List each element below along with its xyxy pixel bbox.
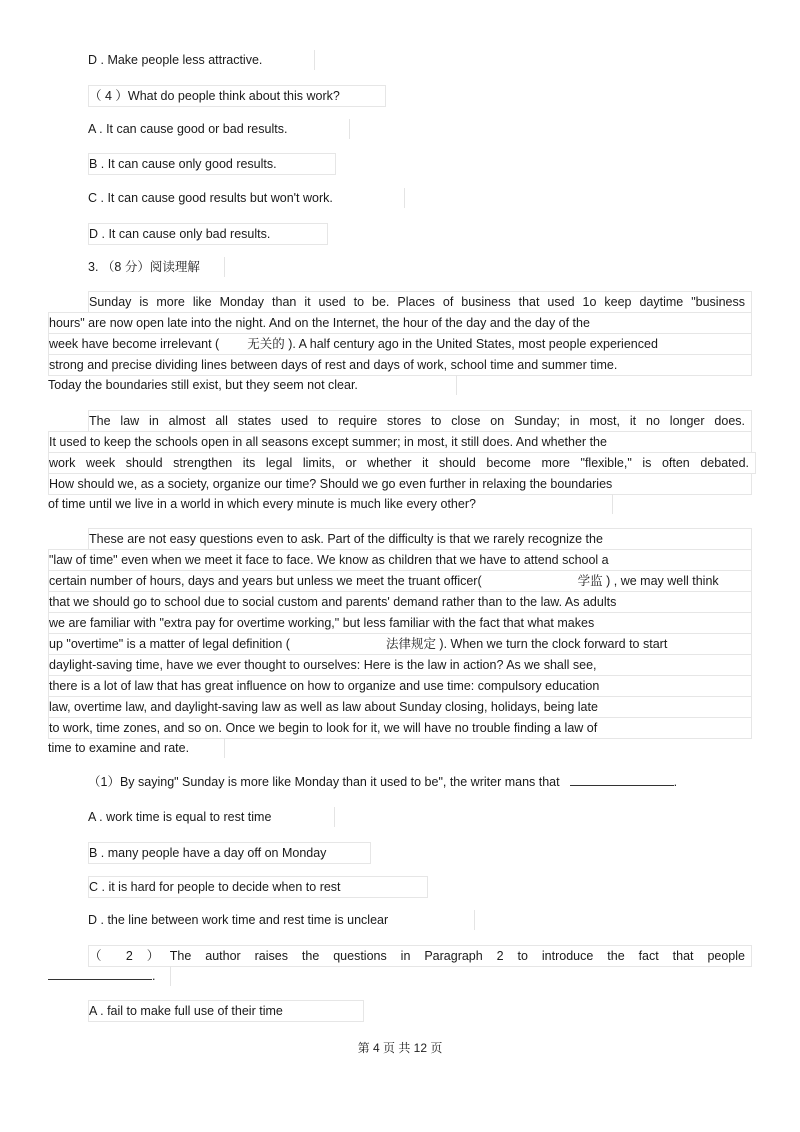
passage-line: law, overtime law, and daylight-saving law as well as law about Sunday closing, holidays, being late [48,696,752,718]
passage-line: hours" are now open late into the night. And on the Internet, the hour of the day and the day of the [48,312,752,334]
option-a: A . It can cause good or bad results. [88,119,350,139]
passage-line: strong and precise dividing lines between days of rest and days of work, school time and summer time. [48,354,752,376]
passage-line: week have become irrelevant ( 无关的 ). A half century ago in the United States, most people experienced [48,333,752,355]
option-d: D . It can cause only bad results. [88,223,328,245]
option-c: C . It can cause good results but won't work. [88,188,405,208]
passage-line: of time until we live in a world in which every minute is much like every other? [48,494,613,514]
passage-line: certain number of hours, days and years but unless we meet the truant officer( 学监 ) , we may well think [48,570,752,592]
question-2: （ 2 ）The author raises the questions in Paragraph 2 to introduce the fact that people [88,945,752,967]
option-c: C . it is hard for people to decide when to rest [88,876,428,898]
option-b: B . It can cause only good results. [88,153,336,175]
passage-line: work week should strengthen its legal limits, or whether it should become more "flexible," is often debated. [48,452,756,474]
option-d: D . Make people less attractive. [88,50,315,70]
option-a: A . work time is equal to rest time [88,807,335,827]
passage-line: that we should go to school due to social custom and parents' demand rather than to the law. As adults [48,591,752,613]
section-heading: 3. （8 分）阅读理解 [88,257,225,277]
option-a: A . fail to make full use of their time [88,1000,364,1022]
passage-line: Sunday is more like Monday than it used to be. Places of business that used 1o keep daytime "business [88,291,752,313]
passage-line: These are not easy questions even to ask. Part of the difficulty is that we rarely recognize the [88,528,752,550]
passage-line: Today the boundaries still exist, but they seem not clear. [48,375,457,395]
passage-line: daylight-saving time, have we ever thought to ourselves: Here is the law in action? As we shall see, [48,654,752,676]
passage-line: we are familiar with "extra pay for overtime working," but less familiar with the fact that what makes [48,612,752,634]
passage-line: up "overtime" is a matter of legal definition ( 法律规定 ). When we turn the clock forward to start [48,633,752,655]
answer-blank[interactable] [570,773,674,786]
page-footer: 第 4 页 共 12 页 [357,1041,443,1055]
question-1: （1）By saying" Sunday is more like Monday than it used to be", the writer mans that . [88,775,678,789]
passage-line: time to examine and rate. [48,738,225,758]
passage-line: How should we, as a society, organize our time? Should we go even further in relaxing the boundaries [48,473,752,495]
passage-line: to work, time zones, and so on. Once we begin to look for it, we will have no trouble finding a law of [48,717,752,739]
passage-line: It used to keep the schools open in all seasons except summer; in most, it still does. And whether the [48,431,752,453]
answer-blank[interactable] [48,967,152,980]
passage-line: The law in almost all states used to require stores to close on Sunday; in most, it no longer does. [88,410,752,432]
option-d: D . the line between work time and rest time is unclear [88,910,475,930]
question-2-blank-line: . [48,966,171,986]
passage-line: there is a lot of law that has great influence on how to organize and use time: compulsory education [48,675,752,697]
question-4: （ 4 ）What do people think about this work? [88,85,386,107]
option-b: B . many people have a day off on Monday [88,842,371,864]
passage-line: "law of time" even when we meet it face to face. We know as children that we have to attend school a [48,549,752,571]
